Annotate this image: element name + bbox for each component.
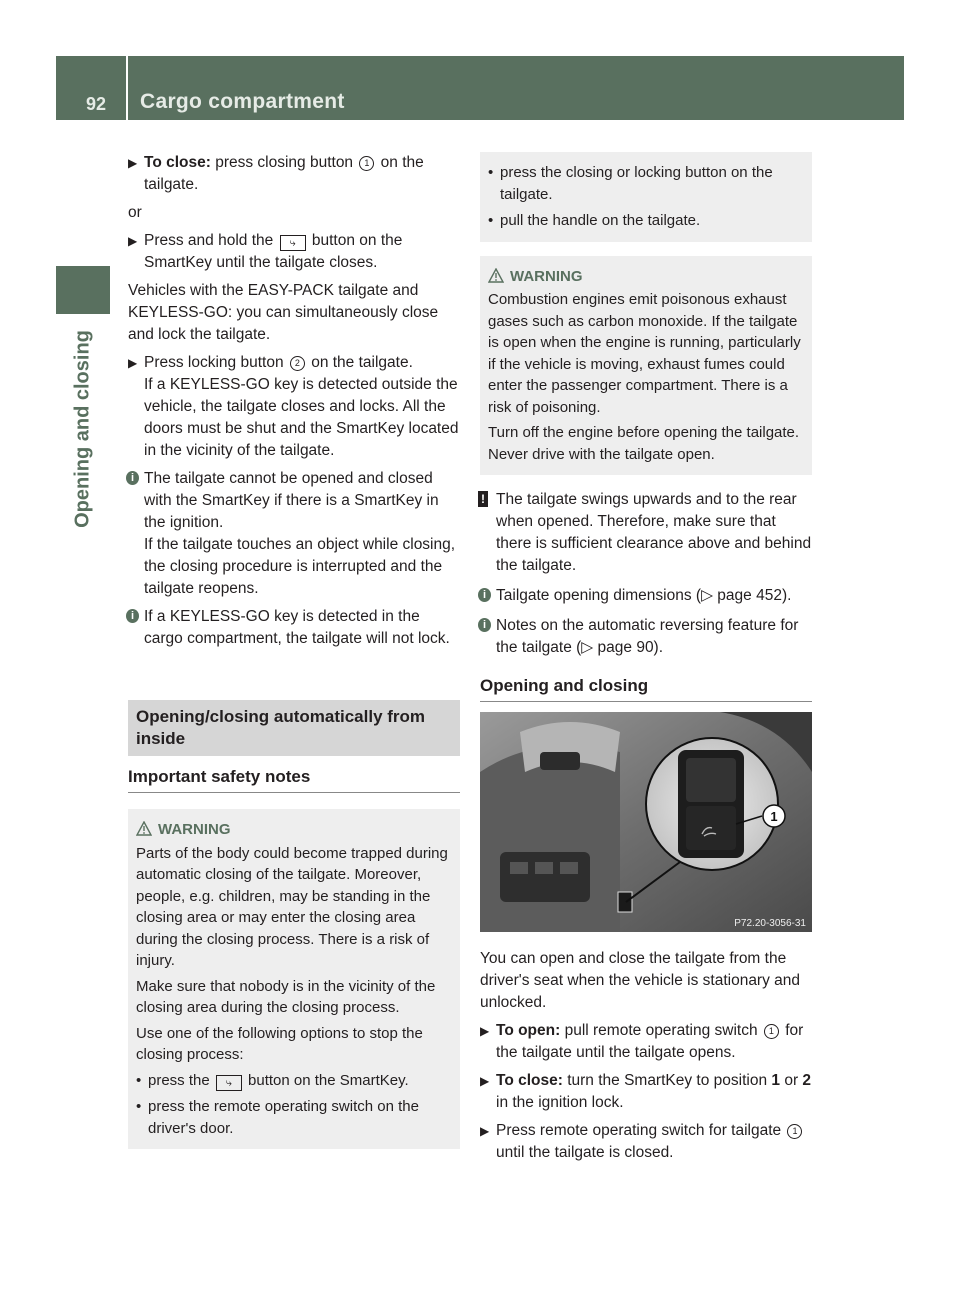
info-icon: i: [478, 588, 491, 602]
door-switch-figure: [480, 712, 812, 932]
callout-1-icon: 1: [787, 1124, 802, 1139]
subheading: Opening and closing: [480, 675, 812, 702]
warning-text: Make sure that nobody is in the vicinity of the closing area during the closing process.: [136, 977, 436, 1016]
left-column: [128, 152, 460, 1149]
warning-text: Parts of the body could become trapped during automatic closing of the tailgate. Moreover, people, e.g. children, may be standing in the closing area or may enter the closing area during the closing process. There is a risk of injury.: [136, 844, 448, 969]
step-to-close: ▶ To close: turn the SmartKey to position 1 or 2 in the ignition lock.: [480, 1072, 812, 1111]
warning-box: [128, 809, 460, 1149]
tailgate-button-icon: ⤷: [216, 1075, 242, 1091]
side-tab: [56, 314, 110, 544]
exclamation-icon: !: [478, 491, 488, 507]
step-arrow-icon: ▶: [480, 1024, 490, 1038]
info-icon: i: [126, 471, 139, 485]
section-heading: Opening/closing automatically from inside: [128, 700, 460, 756]
page-number: 92: [86, 94, 107, 114]
warning-text: Use one of the following options to stop the closing process:: [136, 1024, 423, 1063]
step-arrow-icon: ▶: [480, 1074, 490, 1088]
callout-1-icon: 1: [764, 1024, 779, 1039]
options-box: [480, 152, 812, 242]
step-hold-button: ▶ Press and hold the ⤷ button on the SmartKey until the tailgate closes.: [128, 232, 403, 271]
warning-heading: WARNING: [136, 819, 452, 841]
paragraph-easy-pack: Vehicles with the EASY-PACK tailgate and KEYLESS-GO: you can simultaneously close and lock the tailgate.: [128, 282, 439, 343]
warning-text: Turn off the engine before opening the tailgate. Never drive with the tailgate open.: [488, 424, 800, 463]
step-arrow-icon: ▶: [128, 356, 138, 370]
warning-text: Combustion engines emit poisonous exhaust gases such as carbon monoxide. If the tailgate is open when the engine is running, particularly if the vehicle is moving, exhaust fumes could enter the passenger compartment. There is a risk of poisoning.: [488, 291, 801, 416]
page-title: Cargo compartment: [140, 90, 345, 113]
info-icon: i: [478, 618, 491, 632]
warning-heading: WARNING: [488, 266, 804, 288]
info-note: i Notes on the automatic reversing feature for the tailgate (▷ page 90).: [480, 615, 812, 659]
callout-1-icon: 1: [359, 156, 374, 171]
step-to-close: ▶ To close: press closing button 1 on the tailgate.: [128, 154, 424, 193]
warning-triangle-icon: [136, 821, 152, 836]
figure-callout-1: 1: [770, 809, 778, 824]
info-note: i The tailgate cannot be opened and closed with the SmartKey if there is a SmartKey in the ignition.: [128, 468, 460, 534]
info-icon: i: [126, 609, 139, 623]
list-item: • pull the handle on the tailgate.: [488, 210, 804, 232]
step-arrow-icon: ▶: [128, 234, 138, 248]
tailgate-button-icon: ⤷: [280, 235, 306, 251]
side-tab-label: Opening and closing: [71, 330, 94, 528]
figure-code: P72.20-3056-31: [734, 918, 806, 929]
page-number-block: [56, 56, 126, 120]
callout-2-icon: 2: [290, 356, 305, 371]
info-note: i Tailgate opening dimensions (▷ page 452).: [480, 585, 812, 607]
or-text: or: [128, 204, 142, 221]
list-item: • press the ⤷ button on the SmartKey.: [136, 1070, 452, 1092]
list-item: • press the closing or locking button on the tailgate.: [488, 162, 804, 205]
step-arrow-icon: ▶: [128, 156, 138, 170]
paragraph-driver-seat: You can open and close the tailgate from the driver's seat when the vehicle is stationary and unlocked.: [480, 950, 801, 1011]
subheading: Important safety notes: [128, 766, 460, 793]
step-press-locking: ▶ Press locking button 2 on the tailgate.: [128, 352, 460, 374]
step-to-open: ▶ To open: pull remote operating switch 1 for the tailgate until the tailgate opens.: [480, 1022, 804, 1061]
notice-note: ! The tailgate swings upwards and to the rear when opened. Therefore, make sure that there is sufficient clearance above and behind the tailgate.: [480, 489, 812, 577]
warning-triangle-icon: [488, 268, 504, 283]
step-press-remote: ▶ Press remote operating switch for tailgate 1 until the tailgate is closed.: [480, 1120, 812, 1164]
right-column: [480, 152, 812, 1170]
door-panel-illustration: [480, 712, 812, 932]
list-item: • press the remote operating switch on the driver's door.: [136, 1096, 452, 1139]
side-tab-marker: [56, 266, 110, 314]
step-press-locking-detail: If a KEYLESS-GO key is detected outside the vehicle, the tailgate closes and locks. All the doors must be shut and the SmartKey located in the vicinity of the tailgate.: [144, 376, 459, 459]
info-note: i If a KEYLESS-GO key is detected in the cargo compartment, the tailgate will not lock.: [128, 606, 460, 650]
info-note-detail: If the tailgate touches an object while closing, the closing procedure is interrupted and the tailgate reopens.: [144, 536, 456, 597]
warning-box: [480, 256, 812, 476]
header-bar: [128, 56, 904, 120]
step-arrow-icon: ▶: [480, 1124, 490, 1138]
